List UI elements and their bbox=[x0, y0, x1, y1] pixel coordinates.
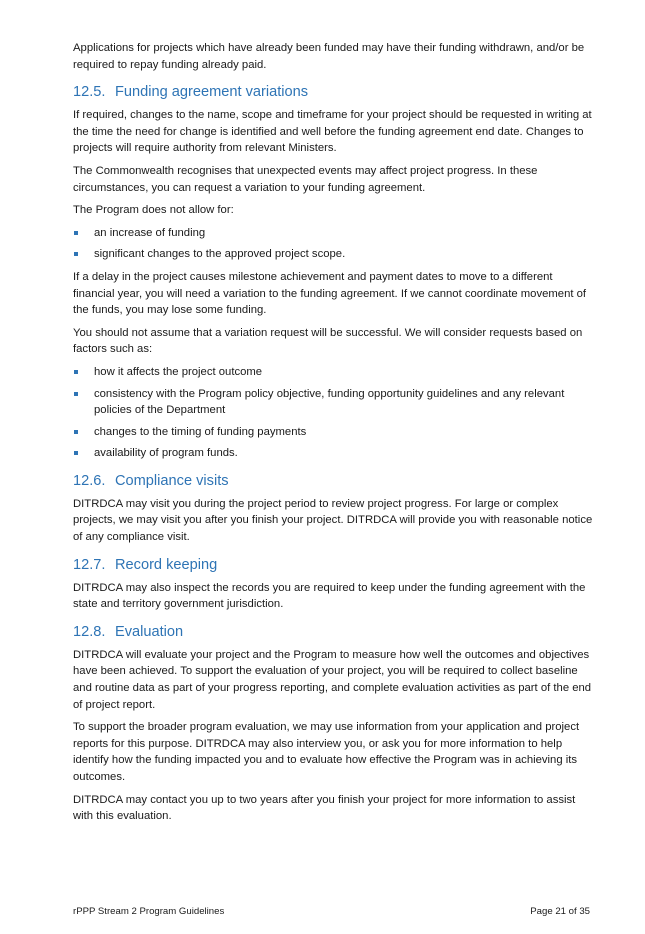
paragraph: The Program does not allow for: bbox=[73, 204, 234, 217]
square-bullet-icon bbox=[74, 392, 78, 396]
page-footer bbox=[73, 906, 590, 917]
section-number: 12.5. bbox=[73, 84, 106, 101]
list-item: significant changes to the approved project scope. bbox=[73, 246, 593, 263]
section-title: Compliance visits bbox=[115, 472, 229, 489]
list-item: availability of program funds. bbox=[73, 445, 593, 462]
square-bullet-icon bbox=[74, 430, 78, 434]
square-bullet-icon bbox=[74, 370, 78, 374]
list-item: changes to the timing of funding payments bbox=[73, 424, 593, 441]
square-bullet-icon bbox=[74, 451, 78, 455]
section-number: 12.6. bbox=[73, 472, 106, 489]
paragraph: If a delay in the project causes milestone achievement and payment dates to move to a different financial year, you will need a variation to the funding agreement. If we cannot coordinate movement of the funds, you may lose some funding. bbox=[73, 270, 587, 317]
footer-page-number: Page 21 of 35 bbox=[530, 906, 590, 917]
bullet-list-factors bbox=[73, 364, 593, 462]
paragraph: To support the broader program evaluation, we may use information from your application and project reports for this purpose. DITRDCA may also interview you, or ask you for more information to help identify how the funding impacted you and to evaluate how effective the Program was in achieving its outcomes. bbox=[73, 721, 580, 783]
paragraph: DITRDCA may also inspect the records you are required to keep under the funding agreement with the state and territory government jurisdiction. bbox=[73, 581, 586, 611]
square-bullet-icon bbox=[74, 231, 78, 235]
section-title: Funding agreement variations bbox=[115, 84, 309, 101]
list-item: how it affects the project outcome bbox=[73, 364, 593, 381]
paragraph: The Commonwealth recognises that unexpected events may affect project progress. In these circumstances, you can request a variation to your funding agreement. bbox=[73, 164, 538, 194]
section-number: 12.7. bbox=[73, 556, 106, 573]
footer-document-title: rPPP Stream 2 Program Guidelines bbox=[73, 906, 225, 917]
heading-evaluation bbox=[73, 622, 593, 642]
intro-paragraph: Applications for projects which have already been funded may have their funding withdrawn, and/or be required to repay funding already paid. bbox=[73, 42, 585, 71]
heading-funding-agreement-variations bbox=[73, 82, 593, 102]
heading-compliance-visits bbox=[73, 471, 593, 491]
list-item: consistency with the Program policy objective, funding opportunity guidelines and any relevant policies of the Department bbox=[73, 386, 593, 419]
section-title: Record keeping bbox=[115, 556, 218, 573]
paragraph: If required, changes to the name, scope and timeframe for your project should be requested in writing at the time the need for change is identified and well before the funding agreement end date. Changes to projects will require authority from relevant Ministers. bbox=[73, 109, 592, 155]
page-body bbox=[73, 40, 593, 831]
paragraph: You should not assume that a variation request will be successful. We will consider requests based on factors such as: bbox=[73, 326, 583, 356]
paragraph: DITRDCA will evaluate your project and the Program to measure how well the outcomes and objectives have been achieved. To support the evaluation of your project, you will be required to collect baseline and routine data as part of your progress reporting, and complete evaluation activities as part of the end of project report. bbox=[73, 648, 592, 711]
section-title: Evaluation bbox=[115, 623, 184, 640]
list-item: an increase of funding bbox=[73, 225, 593, 242]
paragraph: DITRDCA may contact you up to two years after you finish your project for more information to assist with this evaluation. bbox=[73, 793, 576, 823]
section-number: 12.8. bbox=[73, 623, 106, 640]
paragraph: DITRDCA may visit you during the project period to review project progress. For large or complex projects, we may visit you after you finish your project. DITRDCA will provide you with reasonable notice of any compliance visit. bbox=[73, 497, 593, 544]
bullet-list-not-allowed bbox=[73, 225, 593, 263]
square-bullet-icon bbox=[74, 252, 78, 256]
heading-record-keeping bbox=[73, 555, 593, 575]
